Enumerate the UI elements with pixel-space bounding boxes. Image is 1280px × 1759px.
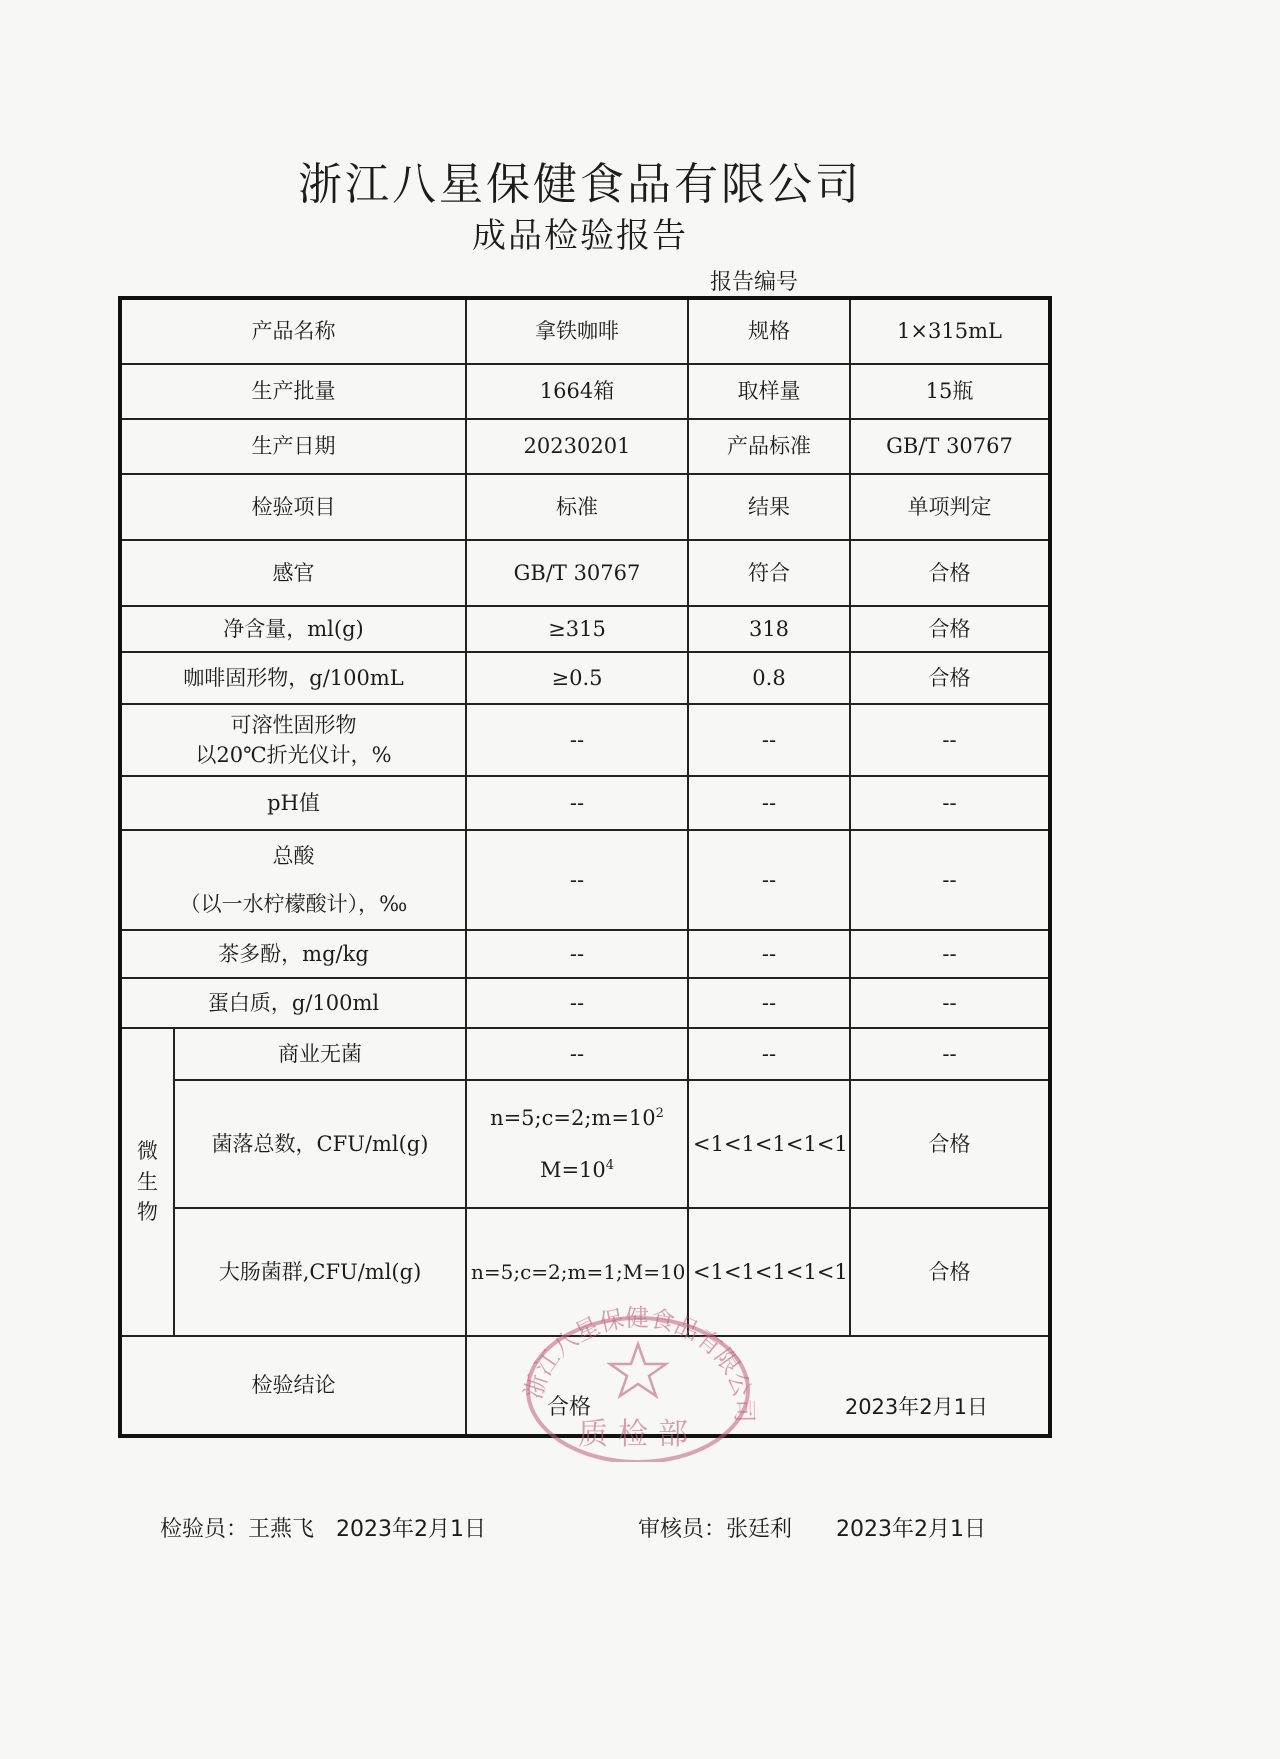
product-standard-label: 产品标准 [688, 419, 850, 474]
production-date-value: 20230201 [466, 419, 688, 474]
result-cell: 符合 [688, 540, 850, 606]
item-cell [120, 830, 466, 930]
std-exp1: 2 [655, 1105, 664, 1121]
table-row [120, 776, 1050, 830]
reviewer-label: 审核员： [638, 1517, 727, 1542]
standard-cell: -- [466, 704, 688, 776]
table-row [120, 1028, 1050, 1080]
item-line1: 总酸 [272, 843, 315, 868]
spec-value: 1×315mL [850, 298, 1050, 364]
table-row [120, 830, 1050, 930]
production-date-label: 生产日期 [120, 419, 466, 474]
row-product-name [120, 298, 1050, 364]
verdict-cell: 合格 [850, 652, 1050, 704]
standard-cell: -- [466, 978, 688, 1028]
item-line2: （以一水柠檬酸计），‰ [179, 892, 408, 916]
seal-dept-text: 质检部 [578, 1417, 698, 1452]
std-line2-text: M=10 [539, 1158, 606, 1182]
verdict-cell: -- [850, 930, 1050, 978]
item-line1: 可溶性固形物 [230, 712, 357, 737]
table-row [120, 978, 1050, 1028]
table-row [120, 930, 1050, 978]
signature-line [160, 1512, 1060, 1543]
report-number-label: 报告编号 [710, 270, 799, 295]
item-cell: 大肠菌群,CFU/ml(g) [174, 1208, 466, 1336]
inspector-label: 检验员： [160, 1517, 249, 1542]
result-cell: <1<1<1<1<1 [688, 1080, 850, 1208]
standard-cell: -- [466, 930, 688, 978]
std-line2 [471, 1155, 683, 1185]
item-cell: 商业无菌 [174, 1028, 466, 1080]
verdict-cell: 合格 [850, 1080, 1050, 1208]
table-row [120, 1080, 1050, 1208]
batch-value: 1664箱 [466, 364, 688, 419]
result-cell: -- [688, 830, 850, 930]
item-line2: 以20℃折光仪计，% [195, 743, 392, 767]
item-cell: 茶多酚，mg/kg [120, 930, 466, 978]
standard-cell [466, 1080, 688, 1208]
report-title: 成品检验报告 [472, 216, 688, 256]
result-cell: -- [688, 776, 850, 830]
verdict-cell: -- [850, 830, 1050, 930]
standard-cell: -- [466, 830, 688, 930]
verdict-cell: -- [850, 978, 1050, 1028]
spec-label: 规格 [688, 298, 850, 364]
result-cell: -- [688, 930, 850, 978]
standard-cell: n=5;c=2;m=1;M=10 [466, 1208, 688, 1336]
header-item: 检验项目 [120, 474, 466, 540]
table-row [120, 704, 1050, 776]
conclusion-row [120, 1336, 1050, 1436]
reviewer-block [638, 1512, 986, 1543]
row-production-date [120, 419, 1050, 474]
item-cell: 咖啡固形物，g/100mL [120, 652, 466, 704]
item-cell: 蛋白质，g/100ml [120, 978, 466, 1028]
header-result: 结果 [688, 474, 850, 540]
standard-cell: -- [466, 776, 688, 830]
product-standard-value: GB/T 30767 [850, 419, 1050, 474]
table-row [120, 540, 1050, 606]
conclusion-label: 检验结论 [120, 1336, 466, 1436]
verdict-cell: 合格 [850, 1208, 1050, 1336]
conclusion-result: 合格 [547, 1395, 592, 1420]
row-batch [120, 364, 1050, 419]
company-name: 浙江八星保健食品有限公司 [298, 159, 862, 210]
microbe-label [120, 1028, 174, 1336]
product-name-value: 拿铁咖啡 [466, 298, 688, 364]
header-row [120, 474, 1050, 540]
verdict-cell: 合格 [850, 540, 1050, 606]
result-cell: 318 [688, 606, 850, 652]
result-cell: -- [688, 978, 850, 1028]
table-row [120, 606, 1050, 652]
reviewer-name: 张廷利 [726, 1517, 793, 1542]
verdict-cell: -- [850, 776, 1050, 830]
standard-cell: ≥0.5 [466, 652, 688, 704]
sample-value: 15瓶 [850, 364, 1050, 419]
item-cell: 净含量，ml(g) [120, 606, 466, 652]
product-name-label: 产品名称 [120, 298, 466, 364]
header-verdict: 单项判定 [850, 474, 1050, 540]
item-cell: 菌落总数，CFU/ml(g) [174, 1080, 466, 1208]
item-cell [120, 704, 466, 776]
conclusion-date: 2023年2月1日 [844, 1395, 988, 1419]
microbe-char: 物 [137, 1200, 158, 1225]
result-cell: -- [688, 1028, 850, 1080]
verdict-cell: -- [850, 704, 1050, 776]
result-cell: <1<1<1<1<1 [688, 1208, 850, 1336]
table-row [120, 1208, 1050, 1336]
result-cell: 0.8 [688, 652, 850, 704]
standard-cell: GB/T 30767 [466, 540, 688, 606]
microbe-char: 微 [137, 1139, 158, 1164]
seal-org-path: 浙江八星保健食品有限公司 [519, 1303, 758, 1423]
standard-cell: -- [466, 1028, 688, 1080]
table-row [120, 652, 1050, 704]
microbe-char: 生 [137, 1169, 158, 1194]
inspection-table [118, 296, 1052, 1438]
header-standard: 标准 [466, 474, 688, 540]
item-cell: pH值 [120, 776, 466, 830]
std-exp2: 4 [605, 1158, 615, 1173]
std-line1-text: n=5;c=2;m=10 [490, 1105, 656, 1130]
std-line1 [471, 1103, 683, 1133]
conclusion-cell [466, 1336, 1050, 1436]
inspector-name: 王燕飞 [248, 1517, 315, 1542]
result-cell: -- [688, 704, 850, 776]
sample-label: 取样量 [688, 364, 850, 419]
item-cell: 感官 [120, 540, 466, 606]
verdict-cell: 合格 [850, 606, 1050, 652]
inspector-date: 2023年2月1日 [336, 1517, 487, 1542]
standard-cell: ≥315 [466, 606, 688, 652]
reviewer-date: 2023年2月1日 [836, 1517, 987, 1542]
batch-label: 生产批量 [120, 364, 466, 419]
verdict-cell: -- [850, 1028, 1050, 1080]
